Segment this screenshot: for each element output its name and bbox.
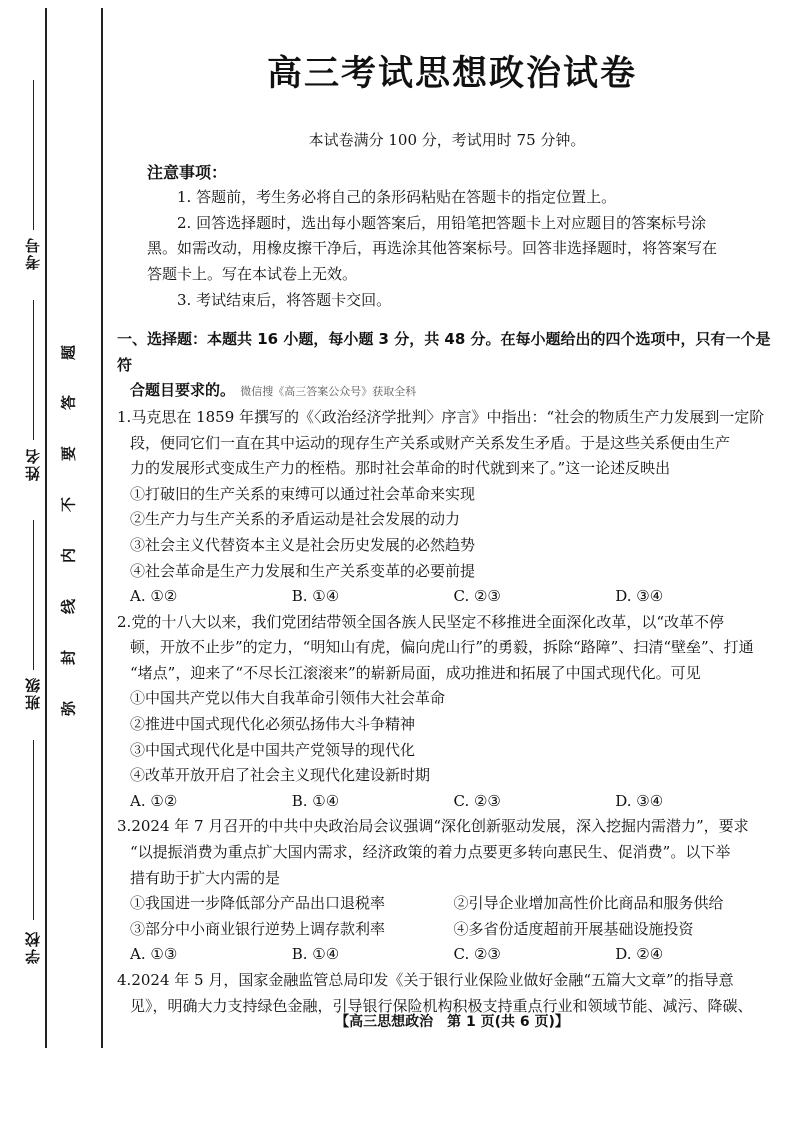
- banji-underline: [33, 520, 34, 670]
- question-stem-line: 见》，明确大力支持绿色金融，引导银行保险机构积极支持重点行业和领域节能、减污、降碳、: [130, 996, 753, 1015]
- note-line: 答题卡上。写在本试卷上无效。: [147, 264, 358, 283]
- section-line-2: [117, 378, 777, 405]
- seal-char: 封: [59, 650, 78, 666]
- statement-item: ①中国共产党以伟大自我革命引领伟大社会革命: [130, 689, 446, 708]
- question-stem-line: “堵点”，迎来了“不尽长江滚滚来”的崭新局面，成功推进和拓展了中国式现代化。可见: [130, 663, 701, 682]
- question-1: [117, 405, 777, 584]
- question-stem-line: 顿，开放不止步”的定力，“明知山有虎，偏向虎山行”的勇毅，拆除“路障”、扫清“壁垒”、打通: [130, 638, 754, 657]
- question-number: 4.: [117, 971, 132, 989]
- exam-content: [117, 128, 777, 1019]
- binding-line-outer: [45, 8, 47, 1048]
- seal-char: 答: [59, 395, 78, 411]
- binding-margin: [0, 0, 110, 1123]
- option-c: C. ②③: [453, 945, 501, 964]
- question-stem-line: 党的十八大以来，我们党团结带领全国各族人民坚定不移推进全面深化改革，以“改革不停: [131, 612, 724, 631]
- question-stem-line: 力的发展形式变成生产力的桎梏。那时社会革命的时代就到来了。”这一论述反映出: [130, 459, 671, 478]
- kaohao-label: 考号: [24, 236, 42, 270]
- option-a: A. ①③: [130, 945, 178, 964]
- question-stem-line: “以提振消费为重点扩大国内需求，经济政策的着力点要更多转向惠民生、促消费”。以下举: [130, 843, 731, 862]
- seal-char: 线: [59, 599, 78, 615]
- banji-label: 班级: [24, 676, 42, 710]
- seal-char: 内: [59, 548, 78, 564]
- statement-item: ②生产力与生产关系的矛盾运动是社会发展的动力: [130, 510, 461, 529]
- question-stem-line: 马克思在 1859 年撰写的《〈政治经济学批判〉序言》中指出：“社会的物质生产力发展到一定阶: [131, 407, 765, 426]
- seal-char: 题: [59, 345, 78, 361]
- note-line: 3. 考试结束后，将答题卡交回。: [177, 290, 392, 309]
- question-number: 1.: [117, 407, 132, 426]
- note-line: 黑。如需改动，用橡皮擦干净后，再选涂其他答案标号。回答非选择题时，将答案写在: [147, 239, 718, 258]
- section-line-2-text: 合题目要求的。: [130, 381, 236, 400]
- option-d: D. ②④: [615, 945, 664, 964]
- exam-title: 高三考试思想政治试卷: [266, 54, 637, 94]
- watermark-text: 微信搜《高三答案公众号》获取全科: [240, 385, 417, 399]
- xuexiao-label: 学校: [24, 930, 42, 964]
- seal-char: 弥: [59, 701, 78, 717]
- options-row: [117, 789, 777, 815]
- note-line: 2. 回答选择题时，选出每小题答案后，用铅笔把答题卡上对应题目的答案标号涂: [177, 213, 707, 232]
- xuexiao-underline: [33, 740, 34, 920]
- option-d: D. ③④: [615, 587, 664, 606]
- statement-row: [117, 917, 777, 943]
- options-row: [117, 942, 777, 968]
- option-b: B. ①④: [291, 791, 340, 810]
- exam-intro: 本试卷满分 100 分，考试用时 75 分钟。: [308, 131, 586, 149]
- statement-item: ①打破旧的生产关系的束缚可以通过社会革命来实现: [130, 484, 476, 503]
- statement-item: ④社会革命是生产力发展和生产关系变革的必要前提: [130, 561, 476, 580]
- kaohao-underline: [33, 80, 34, 230]
- option-c: C. ②③: [453, 587, 501, 606]
- statement-item: ③社会主义代替资本主义是社会历史发展的必然趋势: [130, 535, 476, 554]
- statement-item: ④改革开放开启了社会主义现代化建设新时期: [130, 766, 431, 785]
- notes-heading: 注意事项：: [147, 162, 228, 182]
- section-heading: [117, 327, 777, 405]
- statement-item: ②推进中国式现代化必须弘扬伟大斗争精神: [130, 715, 416, 734]
- binding-line-inner: [101, 8, 103, 1048]
- option-d: D. ③④: [615, 791, 664, 810]
- question-2: [117, 610, 777, 789]
- question-stem-line: 措有助于扩大内需的是: [130, 868, 281, 887]
- option-a: A. ①②: [130, 587, 178, 606]
- option-a: A. ①②: [130, 791, 178, 810]
- question-stem-line: 段，便同它们一直在其中运动的现存生产关系或财产关系发生矛盾。于是这些关系便由生产: [130, 433, 731, 452]
- question-number: 2.: [117, 612, 132, 631]
- notes-block: [117, 160, 777, 314]
- page-footer: 【高三思想政治 第 1 页(共 6 页)】: [335, 1014, 569, 1030]
- question-stem-line: 2024 年 7 月召开的中共中央政治局会议强调“深化创新驱动发展，深入挖掘内需潜力”，要求: [131, 817, 749, 836]
- seal-char: 要: [59, 446, 78, 462]
- statement-item: ④多省份适度超前开展基础设施投资: [453, 919, 694, 938]
- option-c: C. ②③: [453, 791, 501, 810]
- xingming-underline: [33, 300, 34, 440]
- question-3: [117, 814, 777, 891]
- statement-row: [117, 891, 777, 917]
- question-number: 3.: [117, 817, 132, 836]
- xingming-label: 姓名: [24, 447, 42, 481]
- option-b: B. ①④: [291, 945, 340, 964]
- seal-char: 不: [59, 497, 78, 513]
- statement-item: ②引导企业增加高性价比商品和服务供给: [453, 894, 724, 913]
- question-stem-line: 2024 年 5 月，国家金融监管总局印发《关于银行业保险业做好金融“五篇大文章”的指导意: [131, 971, 734, 989]
- note-line: 1. 答题前，考生务必将自己的条形码粘贴在答题卡的指定位置上。: [177, 188, 617, 207]
- options-row: [117, 584, 777, 610]
- section-line-1: 一、选择题：本题共 16 小题，每小题 3 分，共 48 分。在每小题给出的四个选项中，只有一个是符: [117, 330, 771, 374]
- statement-item: ③中国式现代化是中国共产党领导的现代化: [130, 740, 416, 759]
- option-b: B. ①④: [291, 587, 340, 606]
- statement-item: ③部分中小商业银行逆势上调存款利率: [130, 919, 386, 938]
- statement-item: ①我国进一步降低部分产品出口退税率: [130, 894, 386, 913]
